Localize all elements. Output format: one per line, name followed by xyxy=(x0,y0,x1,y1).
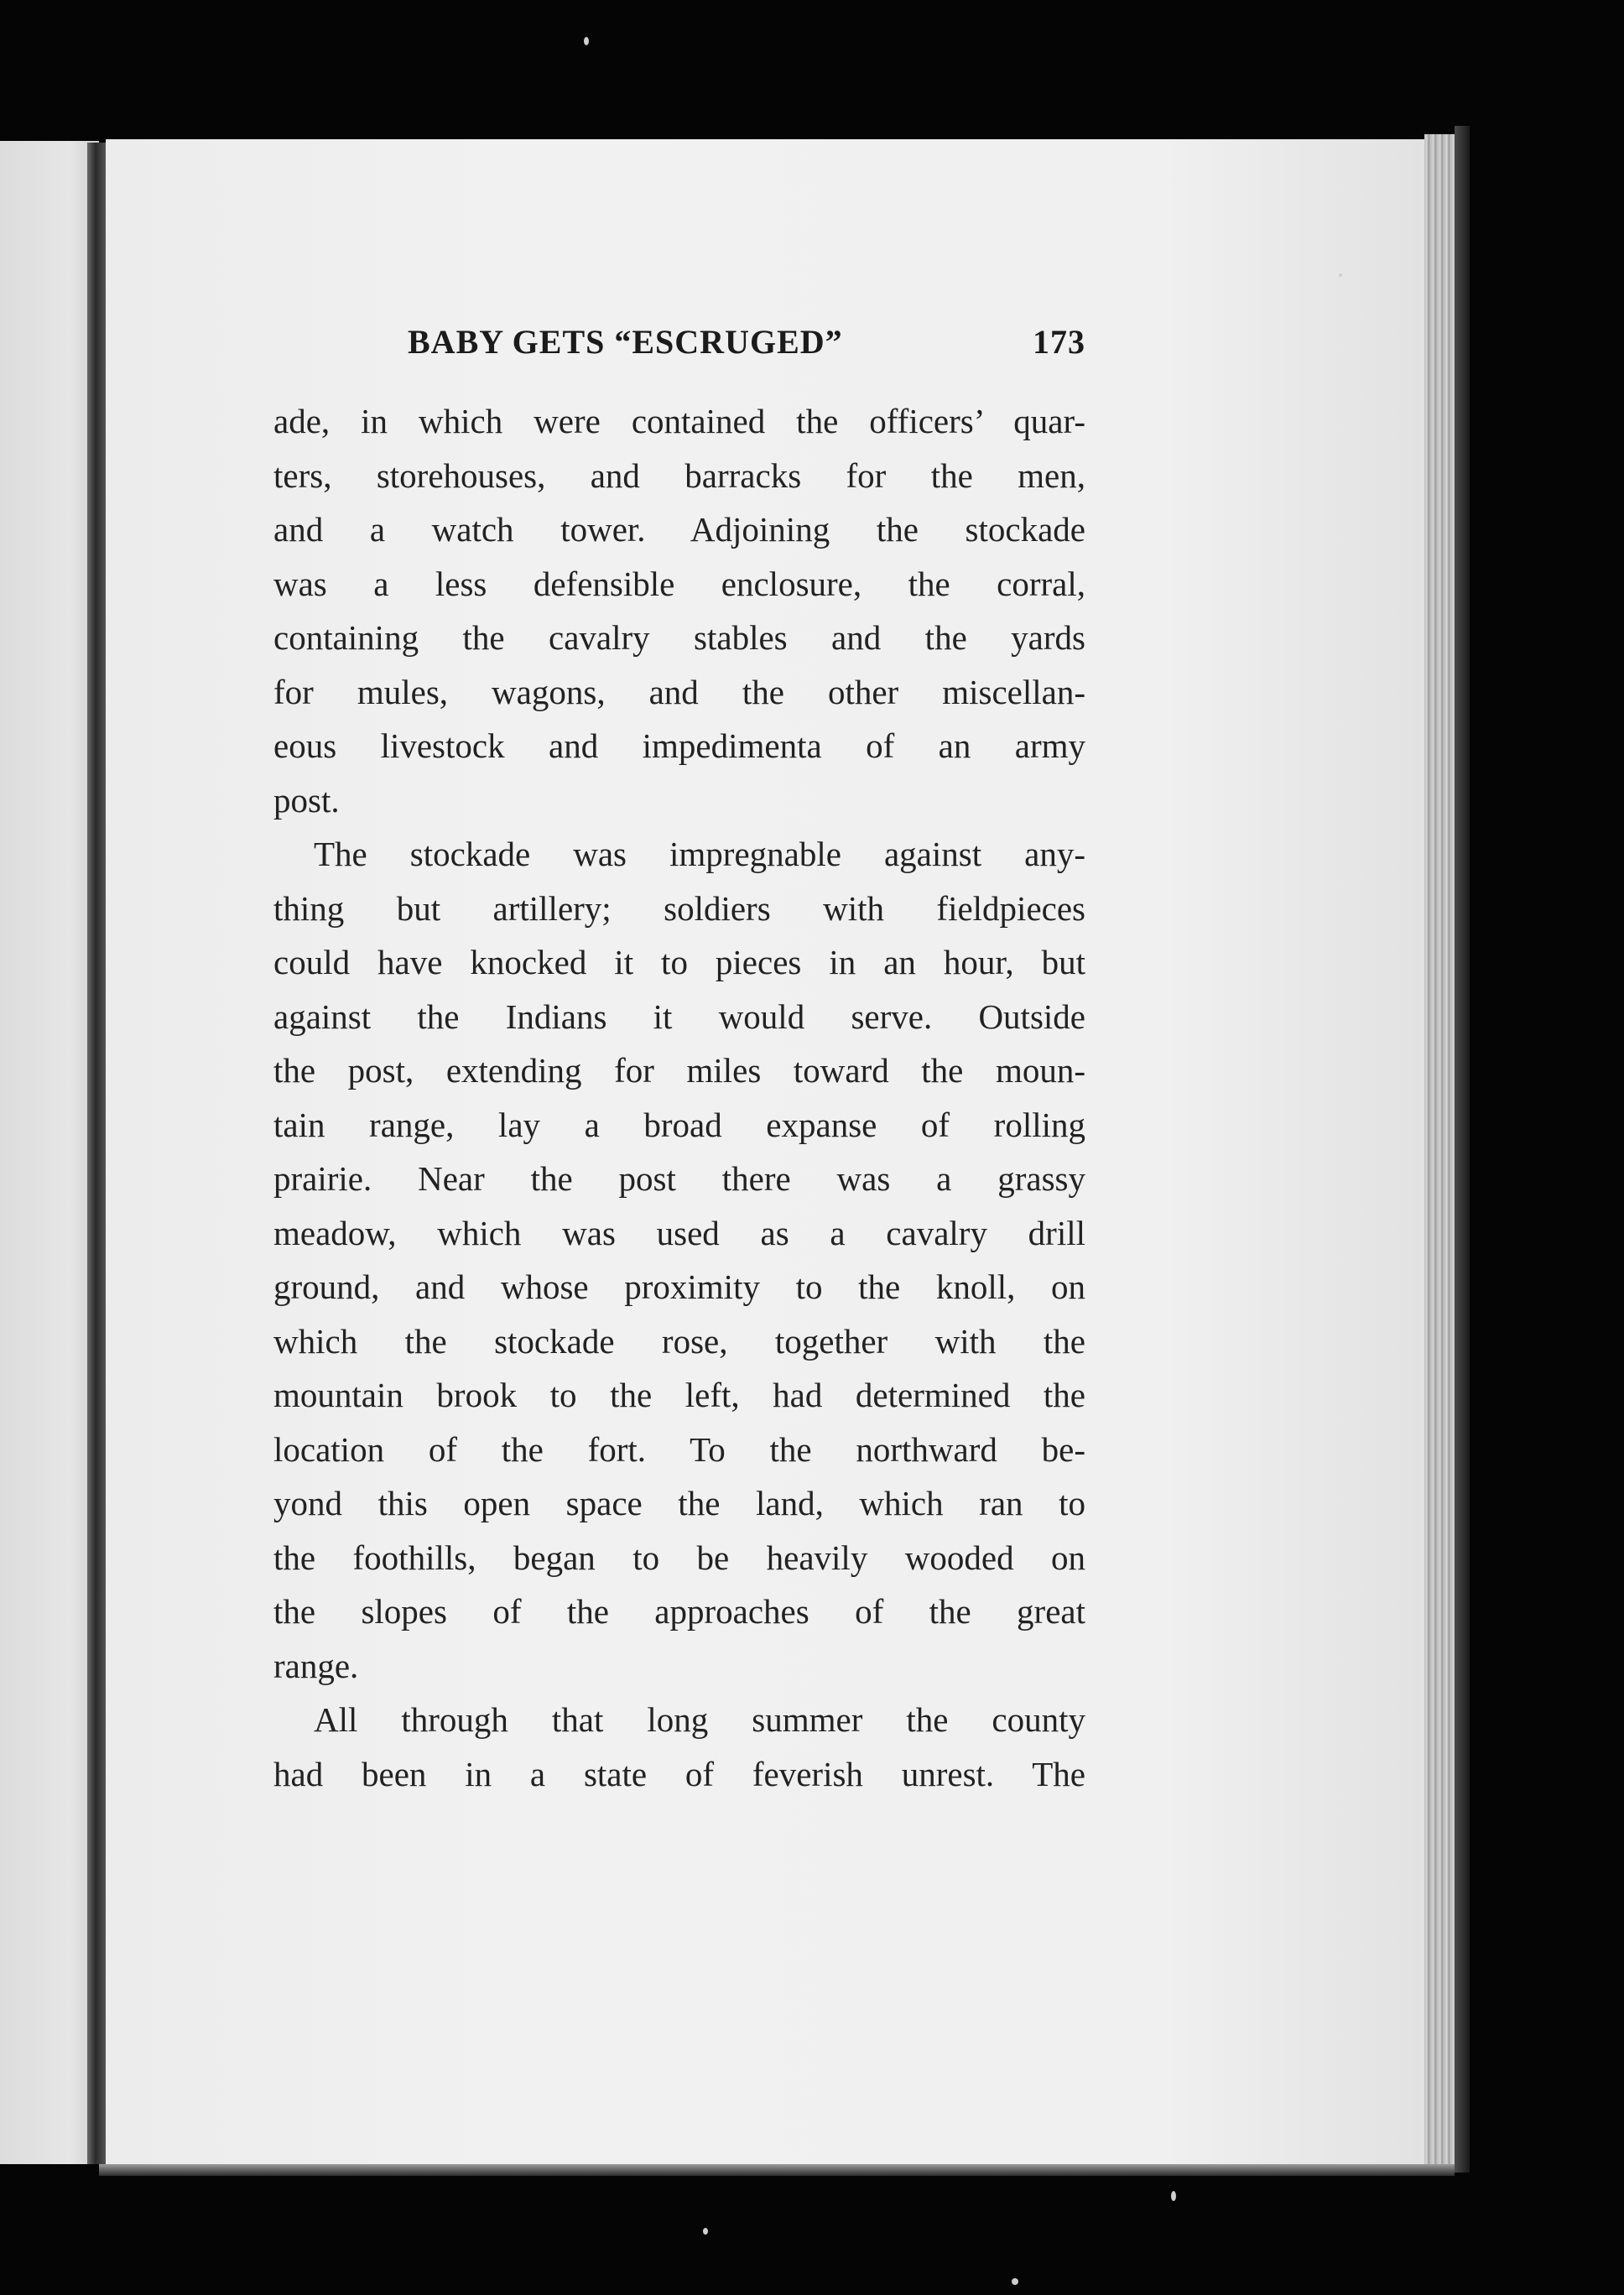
text-line: had been in a state of feverish unrest. The xyxy=(273,1754,1085,1793)
text-line: ground, and whose proximity to the knoll, on xyxy=(273,1267,1085,1306)
left-page-edge xyxy=(0,141,99,2164)
text-line: location of the fort. To the northward be- xyxy=(273,1429,1085,1469)
page-number: 173 xyxy=(1033,323,1085,361)
text-line: meadow, which was used as a cavalry drill xyxy=(273,1213,1085,1252)
text-line: All through that long summer the county xyxy=(314,1700,1085,1739)
text-line: the slopes of the approaches of the great xyxy=(273,1592,1085,1631)
text-line: was a less defensible enclosure, the corral, xyxy=(273,564,1085,603)
text-line: for mules, wagons, and the other miscellan- xyxy=(273,672,1085,711)
running-title: BABY GETS “ESCRUGED” xyxy=(408,323,843,361)
text-line: mountain brook to the left, had determined the xyxy=(273,1376,1085,1414)
text-line: thing but artillery; soldiers with fieldpieces xyxy=(273,888,1085,928)
book-gutter xyxy=(87,143,106,2164)
text-line: and a watch tower. Adjoining the stockade xyxy=(273,510,1085,549)
text-line: prairie. Near the post there was a grassy xyxy=(273,1159,1085,1198)
text-line: containing the cavalry stables and the yards xyxy=(273,618,1085,657)
page-stack-edge xyxy=(1424,134,1455,2171)
text-line: tain range, lay a broad expanse of rolling xyxy=(273,1105,1085,1144)
text-line: the post, extending for miles toward the moun- xyxy=(273,1051,1085,1090)
text-line: ters, storehouses, and barracks for the men, xyxy=(273,455,1085,495)
text-line: against the Indians it would serve. Outside xyxy=(273,997,1085,1036)
text-line: the foothills, began to be heavily wooded on xyxy=(273,1538,1085,1577)
cover-edge xyxy=(1455,126,1470,2173)
text-line: ade, in which were contained the officers’ quar- xyxy=(273,402,1085,440)
body-text xyxy=(273,394,1085,1801)
text-line: The stockade was impregnable against any- xyxy=(314,835,1085,873)
text-line: eous livestock and impedimenta of an army xyxy=(273,726,1085,765)
page-bottom-edge xyxy=(99,2164,1455,2176)
page-header xyxy=(273,322,1085,376)
text-line: post. xyxy=(273,780,340,820)
text-line: yond this open space the land, which ran to xyxy=(273,1484,1085,1522)
text-line: which the stockade rose, together with the xyxy=(273,1321,1085,1361)
text-line: range. xyxy=(273,1646,359,1685)
text-line: could have knocked it to pieces in an hour, but xyxy=(273,943,1085,981)
